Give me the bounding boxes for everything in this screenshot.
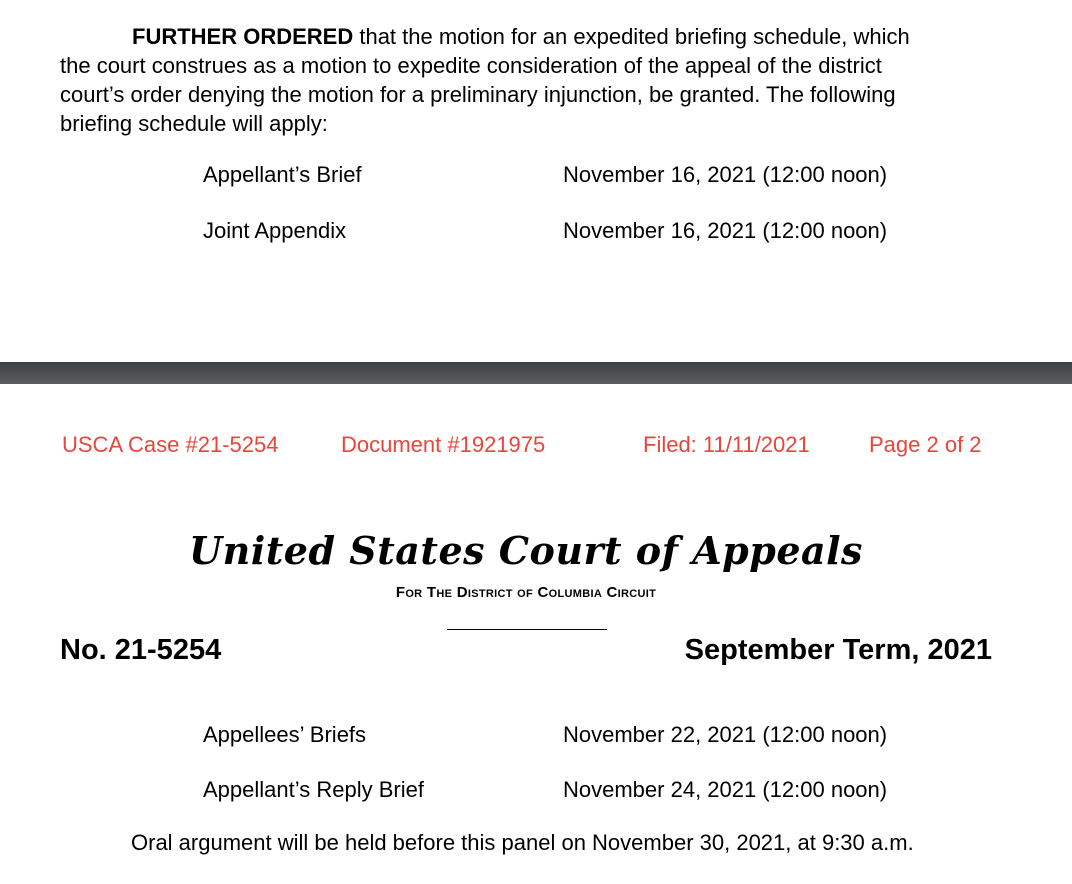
order-line-2: the court construes as a motion to expedite consideration of the appeal of the district xyxy=(60,53,882,78)
schedule-row xyxy=(203,777,887,803)
order-line-1 xyxy=(60,22,1000,51)
schedule-label: Appellant’s Brief xyxy=(203,162,362,187)
schedule-date: November 24, 2021 (12:00 noon) xyxy=(563,777,888,802)
header-document-number: Document #1921975 xyxy=(341,432,546,457)
header-case-number: USCA Case #21-5254 xyxy=(62,432,279,457)
page-break-divider xyxy=(0,362,1072,384)
order-line-3: court’s order denying the motion for a preliminary injunction, be granted. The following xyxy=(60,82,896,107)
court-term: September Term, 2021 xyxy=(684,634,992,666)
court-title: United States Court of Appeals xyxy=(189,528,863,573)
schedule-label: Appellant’s Reply Brief xyxy=(203,777,424,802)
schedule-label: Appellees’ Briefs xyxy=(203,722,367,747)
court-circuit: For The District of Columbia Circuit xyxy=(395,584,657,601)
order-paragraph xyxy=(60,22,1000,138)
case-number: No. 21-5254 xyxy=(60,634,222,666)
schedule-label: Joint Appendix xyxy=(203,218,347,243)
order-line-1-rest: that the motion for an expedited briefing schedule, which xyxy=(353,24,910,49)
order-line-4: briefing schedule will apply: xyxy=(60,111,328,136)
header-filed-date: Filed: 11/11/2021 xyxy=(643,432,810,457)
schedule-date: November 16, 2021 (12:00 noon) xyxy=(563,218,888,243)
order-lead: FURTHER ORDERED xyxy=(132,24,354,49)
schedule-date: November 22, 2021 (12:00 noon) xyxy=(563,722,888,747)
schedule-row xyxy=(203,722,887,748)
title-rule xyxy=(447,629,607,630)
schedule-row xyxy=(203,218,887,244)
schedule-row xyxy=(203,162,887,188)
oral-argument-text: Oral argument will be held before this panel on November 30, 2021, at 9:30 a.m. xyxy=(131,830,914,855)
header-page-number: Page 2 of 2 xyxy=(869,432,982,457)
schedule-date: November 16, 2021 (12:00 noon) xyxy=(563,162,888,187)
